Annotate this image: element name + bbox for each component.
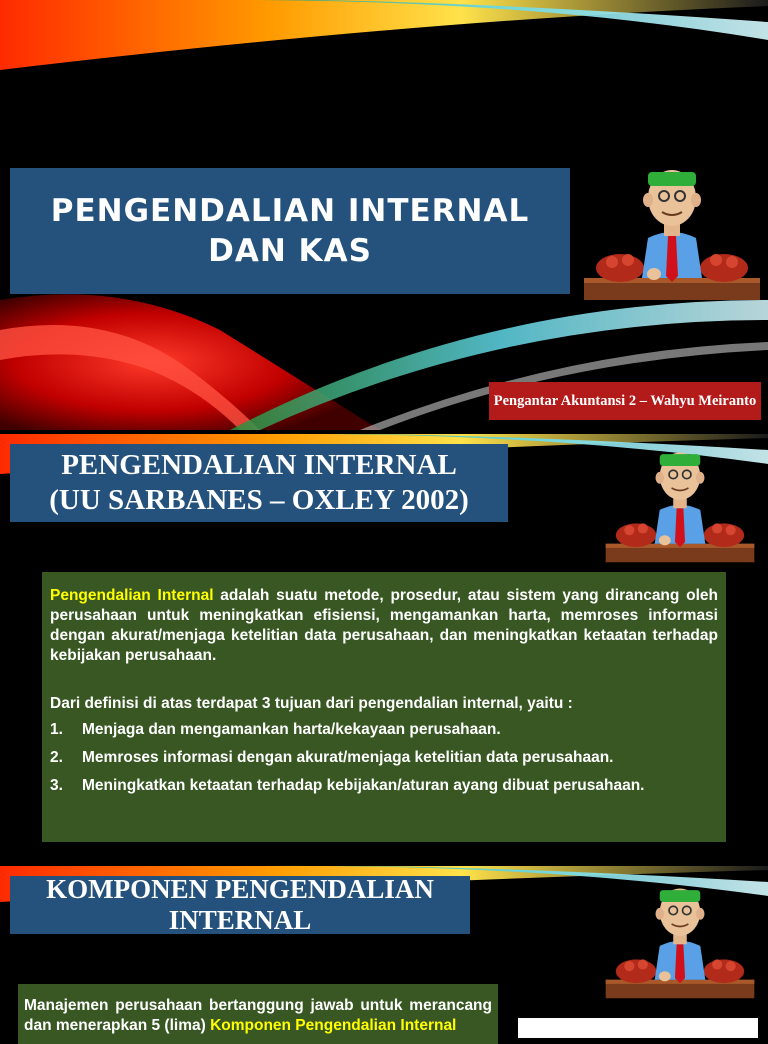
list-text: Meningkatkan ketaatan terhadap kebijakan/aturan ayang dibuat perusahaan.	[82, 777, 645, 794]
list-item	[50, 748, 718, 768]
slide-title	[10, 876, 470, 934]
presentation-title-text: PENGENDALIAN INTERNAL DAN KAS	[50, 193, 530, 269]
author-subtitle-text: Pengantar Akuntansi 2 – Wahyu Meiranto	[493, 392, 757, 409]
components-text-box	[18, 984, 498, 1044]
slide-title-text: KOMPONEN PENGENDALIAN INTERNAL	[46, 874, 434, 935]
presentation-title	[10, 168, 570, 294]
objectives-list	[50, 720, 718, 796]
list-item	[50, 720, 718, 740]
accountant-figure-icon	[604, 880, 756, 1000]
components-highlight: Komponen Pengendalian Internal	[210, 1017, 457, 1034]
title-slide	[0, 0, 768, 430]
definition-slide	[0, 434, 768, 862]
objectives-intro: Dari definisi di atas terdapat 3 tujuan dari pengendalian internal, yaitu :	[50, 695, 573, 712]
slide-title-line-1: PENGENDALIAN INTERNAL	[61, 449, 457, 481]
list-number: 3.	[50, 777, 63, 794]
list-text: Menjaga dan mengamankan harta/kekayaan perusahaan.	[82, 721, 501, 738]
definition-box	[42, 572, 726, 842]
components-text: Manajemen perusahaan bertanggung jawab untuk merancang dan menerapkan 5 (lima)	[24, 997, 492, 1034]
slide-title	[10, 444, 508, 522]
definition-text: adalah suatu metode, prosedur, atau sistem yang dirancang oleh perusahaan untuk meningkatkan efisiensi, mengamankan harta, memroses informasi dengan akurat/menjaga ketelitian data perusahaan, dan meningkatkan ketaatan terhadap kebijakan perusahaan.	[50, 587, 718, 664]
definition-paragraph	[50, 586, 718, 666]
white-panel	[518, 1018, 758, 1038]
author-subtitle	[489, 382, 761, 420]
list-text: Memroses informasi dengan akurat/menjaga ketelitian data perusahaan.	[82, 749, 614, 766]
list-number: 2.	[50, 749, 63, 766]
list-item	[50, 776, 718, 796]
list-number: 1.	[50, 721, 63, 738]
components-slide	[0, 866, 768, 1034]
slide-title-line-2: (UU SARBANES – OXLEY 2002)	[49, 484, 469, 516]
definition-term: Pengendalian Internal	[50, 587, 214, 604]
accountant-figure-icon	[582, 160, 762, 302]
accountant-figure-icon	[604, 444, 756, 564]
